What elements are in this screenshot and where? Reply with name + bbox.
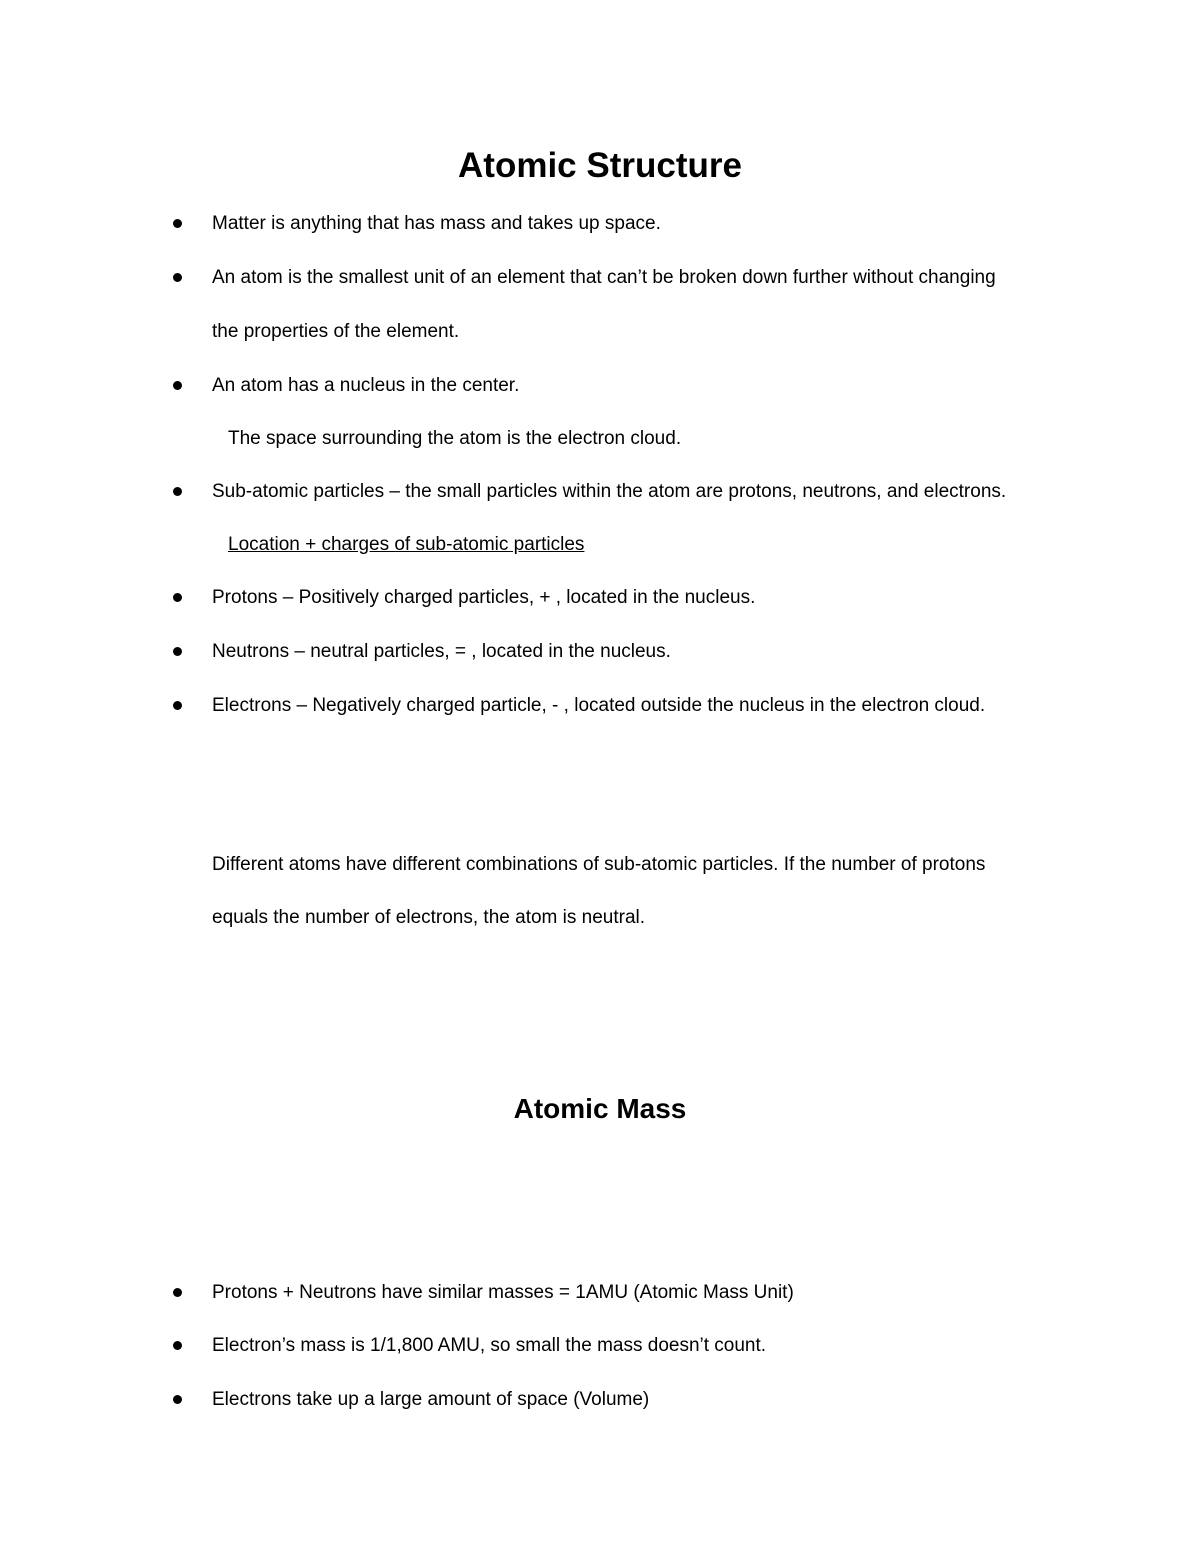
text-line: An atom is the smallest unit of an element that can’t be broken down further without changing (212, 267, 996, 288)
bullet (173, 381, 182, 390)
paragraph-line: Different atoms have different combinations of sub-atomic particles. If the number of protons (212, 854, 986, 875)
bullet (173, 219, 182, 228)
bullet (173, 593, 182, 602)
text-line: Protons + Neutrons have similar masses = 1AMU (Atomic Mass Unit) (212, 1282, 794, 1303)
text-line: Electron’s mass is 1/1,800 AMU, so small the mass doesn’t count. (212, 1335, 767, 1356)
text-line: Electrons take up a large amount of space (Volume) (212, 1389, 650, 1410)
bullet (173, 647, 182, 656)
heading-atomic-mass: Atomic Mass (513, 1093, 687, 1124)
bullet (173, 1395, 182, 1404)
bullet (173, 1341, 182, 1350)
text-line: Neutrons – neutral particles, = , located in the nucleus. (212, 641, 671, 662)
text-line-continuation: the properties of the element. (212, 321, 460, 342)
bullet (173, 701, 182, 710)
paragraph-line: equals the number of electrons, the atom is neutral. (212, 907, 646, 928)
subheading-location-charges: Location + charges of sub-atomic particles (228, 534, 585, 555)
text-line: Sub-atomic particles – the small particles within the atom are protons, neutrons, and electrons. (212, 481, 1007, 502)
text-line: Electrons – Negatively charged particle, - , located outside the nucleus in the electron cloud. (212, 695, 986, 716)
text-line: An atom has a nucleus in the center. (212, 375, 520, 396)
bullet (173, 1288, 182, 1297)
heading-atomic-structure: Atomic Structure (458, 146, 742, 185)
text-line-indented: The space surrounding the atom is the electron cloud. (228, 428, 682, 449)
bullet (173, 487, 182, 496)
bullet (173, 273, 182, 282)
text-line: Protons – Positively charged particles, + , located in the nucleus. (212, 587, 756, 608)
text-line: Matter is anything that has mass and takes up space. (212, 213, 661, 234)
